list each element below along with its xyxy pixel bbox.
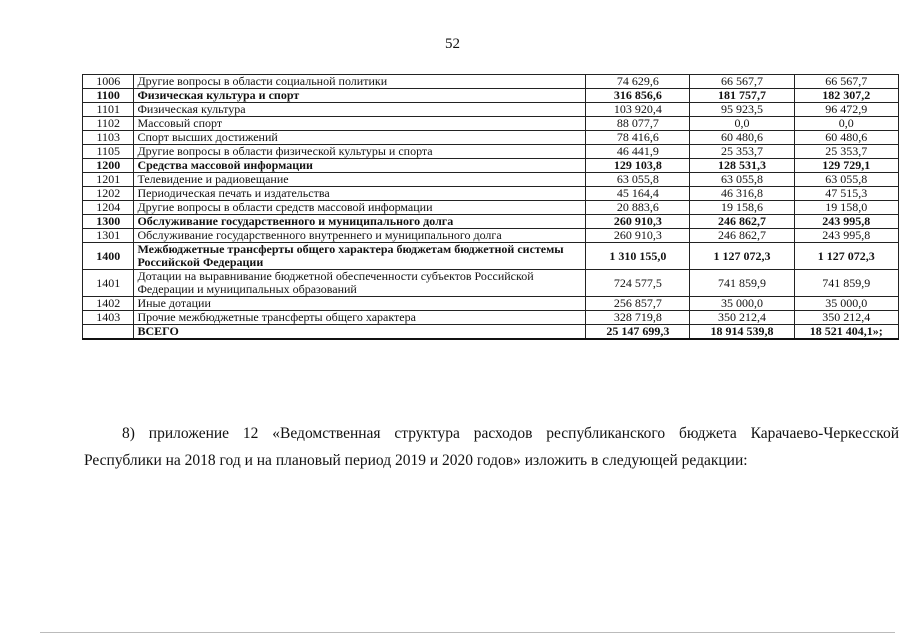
value-2018: 88 077,7 [586, 117, 690, 131]
row-name: Физическая культура и спорт [134, 89, 586, 103]
row-code: 1006 [83, 75, 134, 89]
row-code: 1100 [83, 89, 134, 103]
bottom-divider [40, 632, 895, 633]
table-row [83, 173, 899, 187]
row-name: Массовый спорт [134, 117, 586, 131]
table-row [83, 131, 899, 145]
value-2019: 246 862,7 [690, 215, 794, 229]
row-code: 1204 [83, 201, 134, 215]
row-name: Межбюджетные трансферты общего характера бюджетам бюджетной системы Российской Федерации [134, 243, 586, 270]
value-2019: 350 212,4 [690, 311, 794, 325]
row-name: Дотации на выравнивание бюджетной обеспеченности субъектов Российской Федерации и муниципальных образований [134, 270, 586, 297]
value-2018: 103 920,4 [586, 103, 690, 117]
row-code: 1201 [83, 173, 134, 187]
value-2020: 741 859,9 [794, 270, 898, 297]
value-2020: 129 729,1 [794, 159, 898, 173]
value-2020: 243 995,8 [794, 215, 898, 229]
row-code: 1402 [83, 297, 134, 311]
value-2020: 1 127 072,3 [794, 243, 898, 270]
table-row [83, 75, 899, 89]
value-2020: 243 995,8 [794, 229, 898, 243]
table-row [83, 117, 899, 131]
row-code: 1102 [83, 117, 134, 131]
value-2019: 0,0 [690, 117, 794, 131]
row-code: 1101 [83, 103, 134, 117]
table-row [83, 201, 899, 215]
value-2020: 19 158,0 [794, 201, 898, 215]
value-2020: 182 307,2 [794, 89, 898, 103]
value-2020: 63 055,8 [794, 173, 898, 187]
row-code: 1202 [83, 187, 134, 201]
table-row [83, 187, 899, 201]
budget-table [82, 74, 899, 340]
value-2018: 129 103,8 [586, 159, 690, 173]
value-2018: 328 719,8 [586, 311, 690, 325]
row-name: Другие вопросы в области физической культуры и спорта [134, 145, 586, 159]
row-code: 1401 [83, 270, 134, 297]
row-name: Другие вопросы в области средств массовой информации [134, 201, 586, 215]
value-2019: 741 859,9 [690, 270, 794, 297]
row-code: 1300 [83, 215, 134, 229]
value-2020: 0,0 [794, 117, 898, 131]
value-2018: 1 310 155,0 [586, 243, 690, 270]
table-row [83, 297, 899, 311]
amendment-text: 8) приложение 12 «Ведомственная структура расходов республиканского бюджета Карачаево-Черкесской Республики на 2018 год и на плановый период 2019 и 2020 годов» изложить в следующей редакции: [84, 425, 899, 469]
value-2020: 25 353,7 [794, 145, 898, 159]
value-2020: 35 000,0 [794, 297, 898, 311]
row-name: Иные дотации [134, 297, 586, 311]
row-code: 1403 [83, 311, 134, 325]
row-code: 1105 [83, 145, 134, 159]
row-name: Спорт высших достижений [134, 131, 586, 145]
total-row [83, 325, 899, 340]
value-2019: 63 055,8 [690, 173, 794, 187]
value-2018: 78 416,6 [586, 131, 690, 145]
table-row [83, 145, 899, 159]
value-2018: 25 147 699,3 [586, 325, 690, 340]
row-name: Другие вопросы в области социальной политики [134, 75, 586, 89]
value-2018: 63 055,8 [586, 173, 690, 187]
value-2019: 95 923,5 [690, 103, 794, 117]
value-2020: 96 472,9 [794, 103, 898, 117]
row-code: 1400 [83, 243, 134, 270]
page-number: 52 [445, 36, 460, 52]
row-name: Физическая культура [134, 103, 586, 117]
value-2018: 260 910,3 [586, 215, 690, 229]
value-2018: 316 856,6 [586, 89, 690, 103]
value-2020: 66 567,7 [794, 75, 898, 89]
table-row [83, 89, 899, 103]
table-row [83, 159, 899, 173]
value-2019: 25 353,7 [690, 145, 794, 159]
table-row [83, 229, 899, 243]
value-2019: 66 567,7 [690, 75, 794, 89]
value-2019: 46 316,8 [690, 187, 794, 201]
table-row [83, 311, 899, 325]
row-code: 1301 [83, 229, 134, 243]
value-2020: 47 515,3 [794, 187, 898, 201]
row-name: ВСЕГО [134, 325, 586, 340]
row-name: Телевидение и радиовещание [134, 173, 586, 187]
value-2019: 19 158,6 [690, 201, 794, 215]
value-2019: 181 757,7 [690, 89, 794, 103]
value-2019: 18 914 539,8 [690, 325, 794, 340]
value-2018: 20 883,6 [586, 201, 690, 215]
value-2020: 60 480,6 [794, 131, 898, 145]
value-2020: 18 521 404,1»; [794, 325, 898, 340]
value-2018: 74 629,6 [586, 75, 690, 89]
value-2020: 350 212,4 [794, 311, 898, 325]
table-row [83, 215, 899, 229]
row-name: Средства массовой информации [134, 159, 586, 173]
value-2018: 724 577,5 [586, 270, 690, 297]
value-2019: 1 127 072,3 [690, 243, 794, 270]
row-name: Периодическая печать и издательства [134, 187, 586, 201]
row-name: Обслуживание государственного и муниципального долга [134, 215, 586, 229]
table-row [83, 243, 899, 270]
row-code: 1200 [83, 159, 134, 173]
table-row [83, 103, 899, 117]
value-2018: 46 441,9 [586, 145, 690, 159]
amendment-paragraph [84, 420, 899, 474]
value-2018: 256 857,7 [586, 297, 690, 311]
row-name: Обслуживание государственного внутреннего и муниципального долга [134, 229, 586, 243]
value-2019: 35 000,0 [690, 297, 794, 311]
row-code: 1103 [83, 131, 134, 145]
value-2018: 45 164,4 [586, 187, 690, 201]
value-2019: 60 480,6 [690, 131, 794, 145]
value-2019: 128 531,3 [690, 159, 794, 173]
row-name: Прочие межбюджетные трансферты общего характера [134, 311, 586, 325]
value-2018: 260 910,3 [586, 229, 690, 243]
value-2019: 246 862,7 [690, 229, 794, 243]
row-code [83, 325, 134, 340]
table-row [83, 270, 899, 297]
